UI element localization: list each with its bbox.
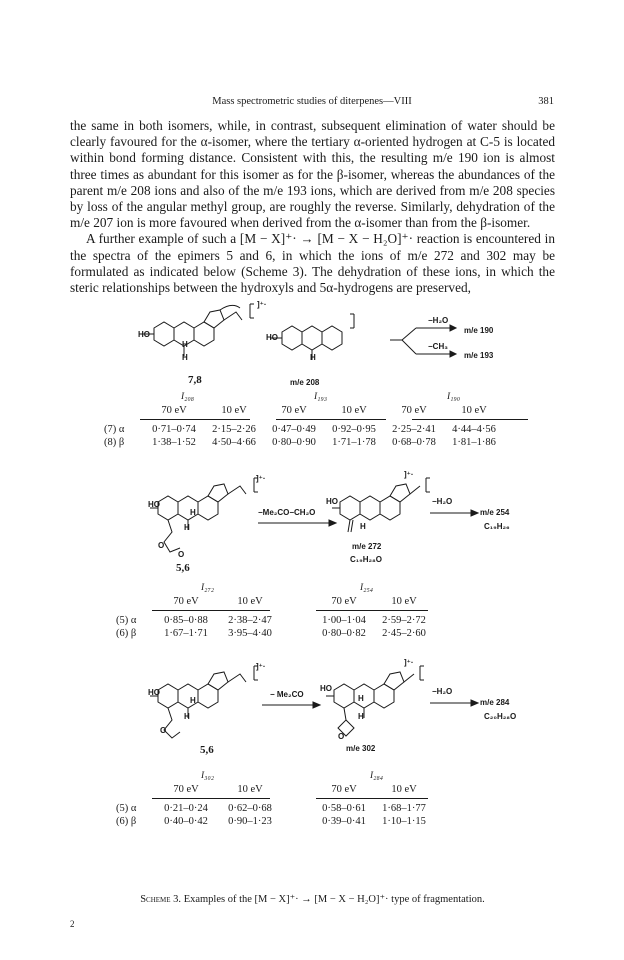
header-i254: I₂₅₄ <box>360 583 374 593</box>
scheme-caption <box>70 893 555 905</box>
table-row: (5) α 0·21–0·24 0·62–0·68 0·58–0·61 1·68–1·77 <box>116 803 426 814</box>
table-block2 <box>116 595 434 640</box>
rule-b2-2 <box>316 610 428 611</box>
structure-m208 <box>268 310 368 375</box>
structure-m302 <box>320 662 430 757</box>
radical-cation-6: ]⁺· <box>404 658 414 667</box>
arrow-block3 <box>262 700 322 710</box>
rule-b3-2 <box>316 798 428 799</box>
radical-cation-3: ]⁺· <box>256 474 266 483</box>
rule-b1-3 <box>412 419 528 420</box>
structure-5-6-b <box>150 662 270 757</box>
arrow-block2-water <box>430 508 480 518</box>
h-label-3a: H <box>190 508 196 517</box>
paragraph-1: the same in both isomers, while, in contrast, subsequent elimination of water should be clearly favoured for the α-isomer, where the tertiary α-oriented hydrogen at C-5 is located within bond forming distance. Consistent with this, the resulting m/e 190 ion is almost three times as abundant for this isomer as for the β-isomer, whereas the abundances of the parent m/e 208 ions and also of the m/e 193 ions, which are derived from m/e 208 species by loss of the angular methyl group, are roughly the reverse. Similarly, dehydration of the m/e 207 ion is more favoured when derived from the α-isomer than from the β-isomer. <box>70 118 555 231</box>
table-row: (8) β 1·38–1·52 4·50–4·66 0·80–0·90 1·71–1·78 0·68–0·78 1·81–1·86 <box>104 437 496 448</box>
h-label-6a: H <box>358 694 364 703</box>
ho-label-5: HO <box>148 688 160 697</box>
caption-prefix: Scheme 3. <box>140 894 182 905</box>
formula-c20h28o: C₂₀H₂₈O <box>484 712 517 721</box>
ho-label-6: HO <box>320 684 332 693</box>
h-label-6b: H <box>358 712 364 721</box>
arrow-label-block3: − Me₂CO <box>270 690 304 699</box>
ho-label-1: HO <box>138 330 150 339</box>
rule-b2-1 <box>152 610 270 611</box>
h-label-1b: H <box>182 353 188 362</box>
body-text <box>70 118 555 296</box>
caption-text: Examples of the [M − X]⁺· → [M − X − H₂O]⁺· type of fragmentation. <box>183 894 485 905</box>
table-row: (6) β 1·67–1·71 3·95–4·40 0·80–0·82 2·45–2·60 <box>116 628 426 639</box>
arrow-block3-water <box>430 698 480 708</box>
loss-water-label-2: −H₂O <box>432 497 453 506</box>
h-label-1a: H <box>182 340 188 349</box>
h-label-2: H <box>310 353 316 362</box>
formula-c19h26: C₁₉H₂₆ <box>484 522 510 531</box>
radical-cation-5: ]⁺· <box>256 662 266 671</box>
table-row: 70 eV 10 eV 70 eV 10 eV 70 eV 10 eV <box>161 405 487 416</box>
product-m190: m/e 190 <box>464 326 494 335</box>
h-label-4: H <box>360 522 366 531</box>
intermediate-m272: m/e 272 <box>352 542 382 551</box>
paragraph-2: A further example of such a [M − X]⁺· → [M − X − H₂O]⁺· reaction is encountered in the spectra of the epimers 5 and 6, in which the ions of m/e 272 and 302 may be formulated as indicated below (Scheme 3). The dehydration of these ions, in which the steric relationships between the hydroxyls and 5α-hydrogens are preserved, <box>70 231 555 296</box>
product-m254: m/e 254 <box>480 508 510 517</box>
loss-methyl-label: −CH₃ <box>428 342 448 351</box>
header-i284: I₂₈₄ <box>370 771 384 781</box>
ho-label-4: HO <box>326 497 338 506</box>
arrow-label-block2: −Me₂CO−CH₂O <box>258 508 316 517</box>
running-head-title: Mass spectrometric studies of diterpenes—VIII <box>212 96 412 107</box>
table-row: (5) α 0·85–0·88 2·38–2·47 1·00–1·04 2·59–2·72 <box>116 615 426 626</box>
intermediate-m302: m/e 302 <box>346 744 376 753</box>
header-i302: I₃₀₂ <box>201 771 215 781</box>
structure-m272 <box>326 474 436 544</box>
product-m193: m/e 193 <box>464 351 494 360</box>
compound-label-7-8: 7,8 <box>188 374 202 386</box>
o-label-5: O <box>160 726 167 735</box>
table-row: 70 eV 10 eV 70 eV 10 eV <box>173 596 417 607</box>
loss-water-label-3: −H₂O <box>432 687 453 696</box>
table-block1 <box>104 404 504 449</box>
product-m284: m/e 284 <box>480 698 510 707</box>
o-label-3b: O <box>178 550 185 559</box>
header-i190: I₁₉₀ <box>447 392 461 402</box>
loss-water-label-1: −H₂O <box>428 316 449 325</box>
rule-b1-1 <box>140 419 250 420</box>
h-label-3b: H <box>184 523 190 532</box>
header-i193: I₁₉₃ <box>314 392 328 402</box>
table-block3 <box>116 783 434 828</box>
structure-5-6-a <box>150 474 270 574</box>
structure-7-8 <box>140 300 280 375</box>
parent-ion-label: m/e 208 <box>290 378 320 387</box>
h-label-5b: H <box>184 712 190 721</box>
header-i272: I₂₇₂ <box>201 583 215 593</box>
formula-c19h28o: C₁₉H₂₈O <box>350 555 382 564</box>
compound-label-5-6-a: 5,6 <box>176 562 190 574</box>
page-number: 381 <box>538 96 554 107</box>
compound-label-5-6-b: 5,6 <box>200 744 214 756</box>
ho-label-3: HO <box>148 500 160 509</box>
o-label-6: O <box>338 732 345 741</box>
rule-b1-2 <box>276 419 386 420</box>
table-row: (6) β 0·40–0·42 0·90–1·23 0·39–0·41 1·10–1·15 <box>116 816 426 827</box>
ho-label-2: HO <box>266 333 278 342</box>
table-row: (7) α 0·71–0·74 2·15–2·26 0·47–0·49 0·92–0·95 2·25–2·41 4·44–4·56 <box>104 424 496 435</box>
footer-number: 2 <box>70 919 75 929</box>
header-i208: I₂₀₈ <box>181 392 195 402</box>
rule-b3-1 <box>152 798 270 799</box>
radical-cation-4: ]⁺· <box>404 470 414 479</box>
table-row: 70 eV 10 eV 70 eV 10 eV <box>173 784 417 795</box>
radical-cation-1: ]⁺· <box>257 300 267 309</box>
h-label-5a: H <box>190 696 196 705</box>
o-label-3a: O <box>158 541 165 550</box>
